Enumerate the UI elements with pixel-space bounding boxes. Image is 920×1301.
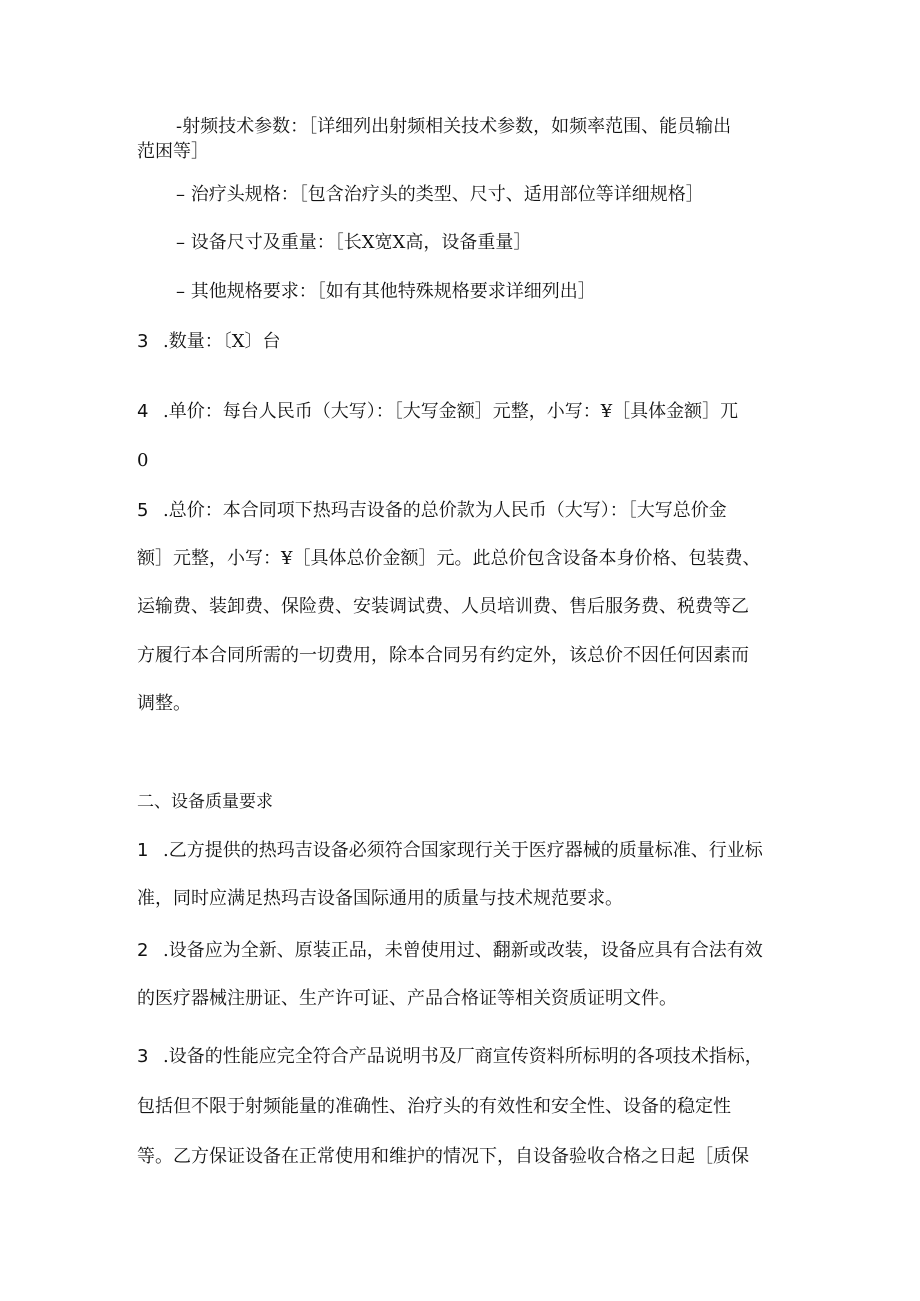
unit-price-item <box>137 401 738 423</box>
quality-item-2 <box>137 940 763 962</box>
quality-item-1-line1: .乙方提供的热玛吉设备必须符合国家现行关于医疗器械的质量标准、行业标 <box>163 840 763 861</box>
quality-item-3 <box>137 1046 763 1068</box>
quality-item-3-line2: 包括但不限于射频能量的准确性、治疗头的有效性和安全性、设备的稳定性 <box>137 1096 731 1117</box>
quality-item-1 <box>137 840 763 862</box>
quality-item-2-line2: 的医疗器械注册证、生产许可证、产品合格证等相关资质证明文件。 <box>137 988 677 1009</box>
item-number: 3 <box>137 331 149 352</box>
quantity-item <box>137 331 281 353</box>
item-number: 1 <box>137 840 149 861</box>
total-price-line3: 运输费、装卸费、保险费、安装调试费、人员培训费、售后服务费、税费等乙 <box>137 596 749 617</box>
unit-price-line1: .单价：每台人民币（大写）：［大写金额］元整，小写：¥［具体金额］兀 <box>163 401 739 422</box>
total-price-item <box>137 500 727 522</box>
item-number: 4 <box>137 401 149 422</box>
other-spec-line: – 其他规格要求：［如有其他特殊规格要求详细列出］ <box>176 281 596 302</box>
item-number: 2 <box>137 940 149 961</box>
quantity-text: .数量：〔X〕台 <box>163 331 281 352</box>
item-number: 3 <box>137 1046 149 1067</box>
size-weight-line: – 设备尺寸及重量：［长X宽X高，设备重量］ <box>176 232 532 253</box>
rf-params-line2: 范困等］ <box>137 141 209 162</box>
total-price-line1: .总价：本合同项下热玛吉设备的总价款为人民币（大写）：［大写总价金 <box>163 500 727 521</box>
total-price-line5: 调整。 <box>137 693 191 714</box>
section-heading: 二、设备质量要求 <box>137 792 273 812</box>
unit-price-line2: 0 <box>137 450 149 471</box>
quality-item-3-line3: 等。乙方保证设备在正常使用和维护的情况下，自设备验收合格之日起［质保 <box>137 1146 749 1167</box>
rf-params-line1: -射频技术参数：［详细列出射频相关技术参数，如频率范围、能员输出 <box>176 116 732 137</box>
head-spec-line: – 治疗头规格：［包含治疗头的类型、尺寸、适用部位等详细规格］ <box>176 184 704 205</box>
item-number: 5 <box>137 500 149 521</box>
quality-item-2-line1: .设备应为全新、原装正品，未曾使用过、翻新或改装，设备应具有合法有效 <box>163 940 763 961</box>
quality-item-3-line1: .设备的性能应完全符合产品说明书及厂商宣传资料所标明的各项技术指标， <box>163 1046 763 1067</box>
total-price-line2: 额］元整，小写：¥［具体总价金额］元。此总价包含设备本身价格、包装费、 <box>137 548 761 569</box>
quality-item-1-line2: 准，同时应满足热玛吉设备国际通用的质量与技术规范要求。 <box>137 888 623 909</box>
total-price-line4: 方履行本合同所需的一切费用，除本合同另有约定外，该总价不因任何因素而 <box>137 645 749 666</box>
